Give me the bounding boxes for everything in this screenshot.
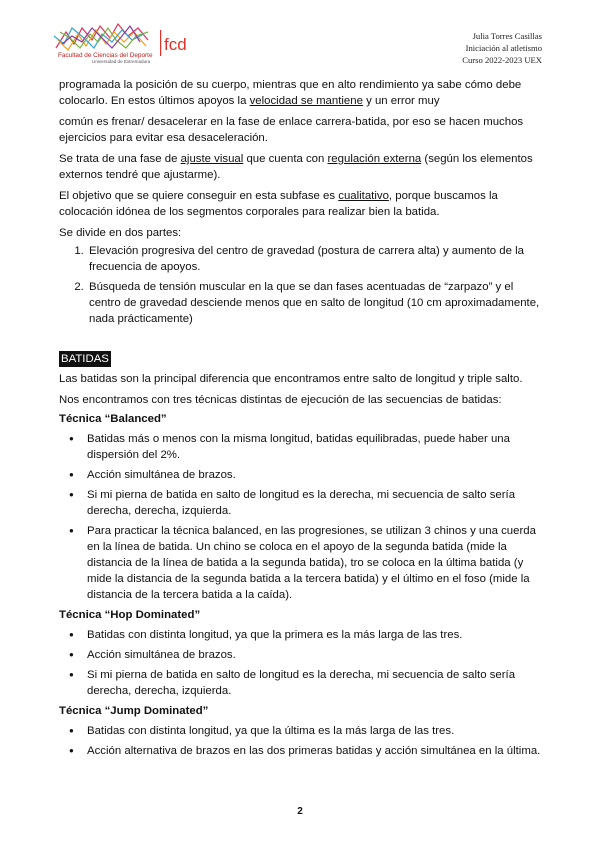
header-subject: Iniciación al atletismo [465, 43, 542, 53]
document-body [59, 77, 544, 763]
bullet-list [59, 627, 544, 699]
faculty-logo-graphic [52, 18, 192, 64]
bullet-list [59, 723, 544, 759]
paragraph: Se divide en dos partes: [59, 227, 182, 239]
list-item: ● Acción simultánea de brazos. [87, 467, 544, 483]
paragraph: Las batidas son la principal diferencia que encontramos entre salto de longitud y triple salto. [59, 373, 523, 385]
page-header [462, 30, 542, 66]
paragraph: Nos encontramos con tres técnicas distintas de ejecución de las secuencias de batidas: [59, 394, 502, 406]
header-course: Curso 2022-2023 UEX [462, 55, 542, 65]
section-heading: BATIDAS [61, 353, 109, 365]
paragraph: programada la posición de su cuerpo, mientras que en alto rendimiento ya sabe cómo debe colocarlo. En estos últimos apoyos la velocidad se mantiene y un error muy [59, 79, 522, 107]
technique-heading: Técnica “Jump Dominated” [59, 705, 209, 717]
page-number: 2 [297, 806, 303, 817]
paragraph: común es frenar/ desacelerar en la fase de enlace carrera-batida, por eso se hacen muchos ejercicios para evitar esa desaceleración. [59, 116, 524, 144]
list-item: 2. Búsqueda de tensión muscular en la que se dan fases acentuadas de “zarpazo” y el centro de gravedad desciende menos que en salto de longitud (10 cm aproximadamente, nada prácticamente) [87, 279, 544, 327]
list-item: ● Batidas más o menos con la misma longitud, batidas equilibradas, puede haber una dispersión del 2%. [87, 431, 544, 463]
paragraph: Se trata de una fase de ajuste visual que cuenta con regulación externa (según los elementos externos tendré que ajustarme). [59, 153, 533, 181]
numbered-list [59, 243, 544, 327]
list-item: ● Acción simultánea de brazos. [87, 647, 544, 663]
list-item: ● Batidas con distinta longitud, ya que la última es la más larga de las tres. [87, 723, 544, 739]
svg-text:Universidad de Extremadura: Universidad de Extremadura [92, 59, 151, 64]
technique-heading: Técnica “Hop Dominated” [59, 609, 201, 621]
faculty-logo [52, 18, 192, 64]
bullet-list [59, 431, 544, 603]
header-author: Julia Torres Casillas [472, 31, 542, 41]
list-item: ● Para practicar la técnica balanced, en las progresiones, se utilizan 3 chinos y una cuerda en la línea de batida. Un chino se coloca en el apoyo de la segunda batida (mide la distancia de la línea de batida a la segunda batida), tro se coloca en la última batida (y mide la distancia de la segunda batida a la tercera batida) y el último en el foso (mide la distancia de la tercera batida a la caída). [87, 523, 544, 603]
list-item: ● Acción alternativa de brazos en las dos primeras batidas y acción simultánea en la última. [87, 743, 544, 759]
list-item: 1. Elevación progresiva del centro de gravedad (postura de carrera alta) y aumento de la frecuencia de apoyos. [87, 243, 544, 275]
svg-text:fcd: fcd [164, 35, 187, 54]
technique-heading: Técnica “Balanced” [59, 413, 167, 425]
list-item: ● Si mi pierna de batida en salto de longitud es la derecha, mi secuencia de salto sería derecha, derecha, izquierda. [87, 487, 544, 519]
svg-text:Facultad de Ciencias del Depor: Facultad de Ciencias del Deporte [58, 52, 153, 59]
list-item: ● Batidas con distinta longitud, ya que la primera es la más larga de las tres. [87, 627, 544, 643]
list-item: ● Si mi pierna de batida en salto de longitud es la derecha, mi secuencia de salto sería derecha, derecha, izquierda. [87, 667, 544, 699]
paragraph: El objetivo que se quiere conseguir en esta subfase es cualitativo, porque buscamos la colocación idónea de los segmentos corporales para realizar bien la batida. [59, 190, 498, 218]
